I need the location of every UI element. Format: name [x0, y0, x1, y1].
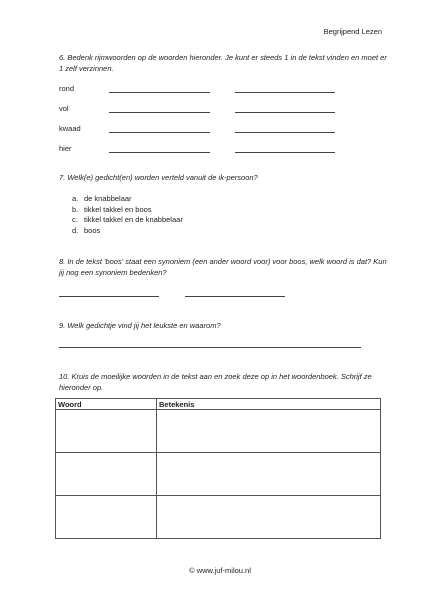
rhyme-word: kwaad: [59, 124, 81, 133]
answer-line[interactable]: [185, 296, 285, 297]
answer-line[interactable]: [59, 347, 361, 348]
option-b[interactable]: b. tikkel takkel en boos: [72, 204, 152, 214]
answer-line[interactable]: [59, 296, 159, 297]
column-header-betekenis: Betekenis: [157, 399, 381, 410]
rhyme-word: rond: [59, 84, 75, 93]
answer-line[interactable]: [109, 92, 210, 93]
word-table: [55, 398, 381, 539]
word-cell[interactable]: [56, 410, 157, 453]
rhyme-row-hier: [59, 144, 349, 156]
answer-line[interactable]: [109, 132, 210, 133]
meaning-cell[interactable]: [157, 410, 381, 453]
answer-line[interactable]: [235, 92, 335, 93]
page-footer: © www.juf-milou.nl: [189, 566, 251, 575]
rhyme-row-rond: [59, 84, 349, 96]
table-row: [56, 410, 381, 453]
answer-line[interactable]: [235, 152, 335, 153]
rhyme-word: vol: [59, 104, 69, 113]
answer-line[interactable]: [109, 112, 210, 113]
answer-line[interactable]: [235, 112, 335, 113]
question-10: 10. Kruis de moeilijke woorden in de tekst aan en zoek deze op in het woordenboek. Schrijf ze hieronder op.: [59, 372, 372, 392]
option-c[interactable]: c. tikkel takkel en de knabbelaar: [72, 215, 183, 224]
question-7-options: [72, 194, 183, 236]
question-8: 8. In de tekst 'boos' staat een synoniem (een ander woord voor) voor boos, welk woord is dat? Kun jij nog een synoniem bedenken?: [59, 257, 387, 277]
column-header-woord: Woord: [56, 399, 157, 410]
word-cell[interactable]: [56, 453, 157, 496]
answer-line[interactable]: [109, 152, 210, 153]
question-9: 9. Welk gedichtje vind jij het leukste en waarom?: [59, 321, 221, 330]
rhyme-row-kwaad: [59, 124, 349, 136]
meaning-cell[interactable]: [157, 453, 381, 496]
page-header: Begrijpend Lezen: [323, 27, 382, 36]
option-d[interactable]: d. boos: [72, 225, 101, 235]
question-7: 7. Welk(e) gedicht(en) worden verteld vanuit de ik-persoon?: [59, 173, 258, 182]
word-cell[interactable]: [56, 496, 157, 539]
question-6: 6. Bedenk rijmwoorden op de woorden hieronder. Je kunt er steeds 1 in de tekst vinden en moet er 1 zelf verzinnen.: [59, 53, 387, 73]
table-row: [56, 453, 381, 496]
rhyme-row-vol: [59, 104, 349, 116]
option-a[interactable]: a. de knabbelaar: [72, 194, 132, 203]
table-header-row: [56, 399, 381, 410]
table-row: [56, 496, 381, 539]
answer-line[interactable]: [235, 132, 335, 133]
rhyme-word: hier: [59, 144, 72, 153]
meaning-cell[interactable]: [157, 496, 381, 539]
